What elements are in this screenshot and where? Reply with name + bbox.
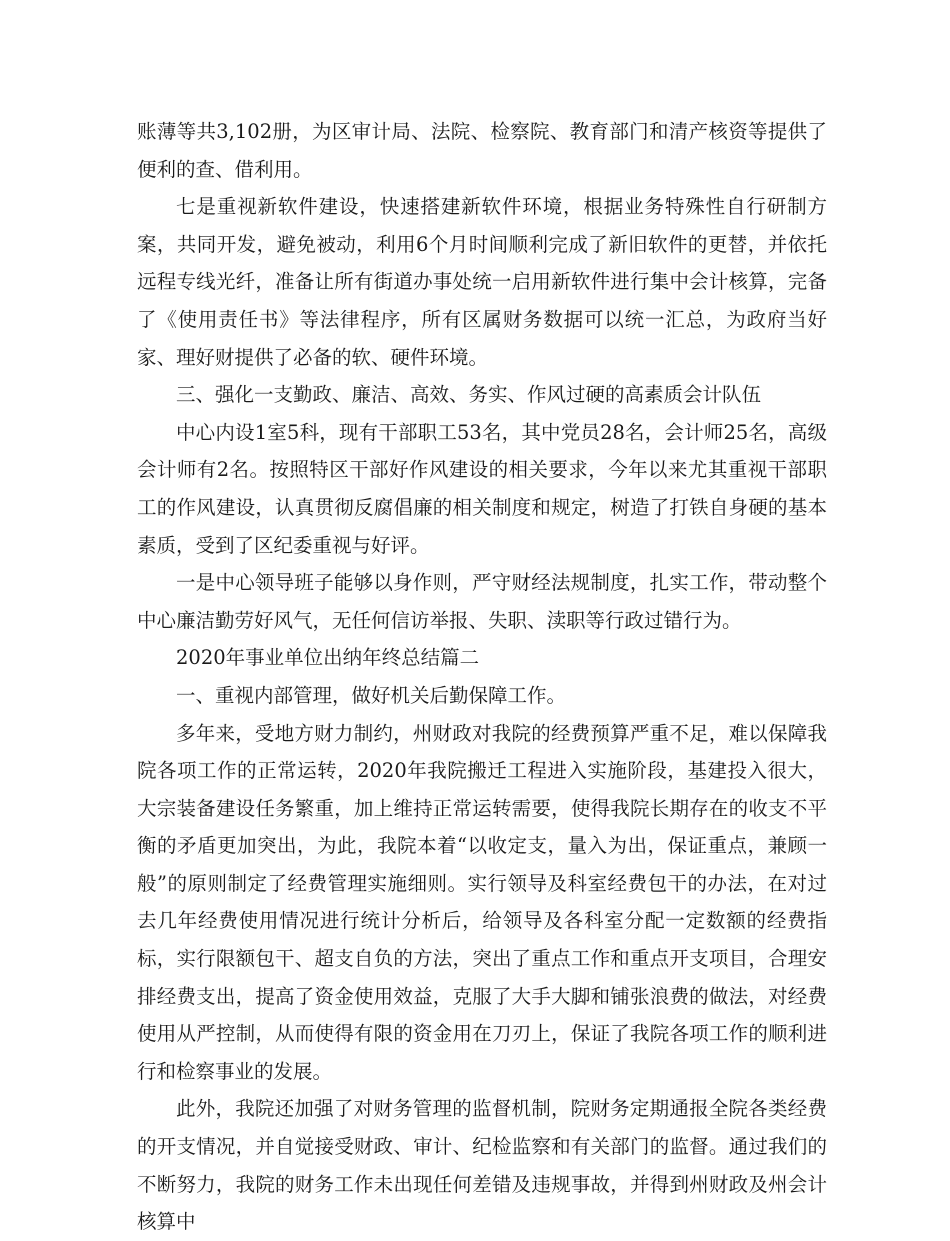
paragraph: 一是中心领导班子能够以身作则，严守财经法规制度，扎实工作，带动整个中心廉洁勤劳好风气，无任何信访举报、失职、渎职等行政过错行为。 — [137, 571, 827, 632]
paragraph: 此外，我院还加强了对财务管理的监督机制，院财务定期通报全院各类经费的开支情况，并自觉接受财政、审计、纪检监察和有关部门的监督。通过我们的不断努力，我院的财务工作未出现任何差错及违规事故，并得到州财政及州会计核算中 — [137, 1097, 827, 1234]
article-title: 2020年事业单位出纳年终总结篇二 — [176, 646, 480, 670]
paragraph: 七是重视新软件建设，快速搭建新软件环境，根据业务特殊性自行研制方案，共同开发，避免被动，利用6个月时间顺利完成了新旧软件的更替，并依托远程专线光纤，准备让所有街道办事处统一启用新软件进行集中会计核算，完备了《使用责任书》等法律程序，所有区属财务数据可以统一汇总，为政府当好家、理好财提供了必备的软、硬件环境。 — [137, 195, 827, 369]
section-heading: 一、重视内部管理，做好机关后勤保障工作。 — [176, 683, 567, 707]
document-body — [137, 113, 827, 1241]
paragraph: 中心内设1室5科，现有干部职工53名，其中党员28名，会计师25名，高级会计师有2名。按照特区干部好作风建设的相关要求，今年以来尤其重视干部职工的作风建设，认真贯彻反腐倡廉的相关制度和规定，树造了打铁自身硬的基本素质，受到了区纪委重视与好评。 — [137, 420, 827, 557]
section-heading: 三、强化一支勤政、廉洁、高效、务实、作风过硬的高素质会计队伍 — [176, 383, 762, 407]
paragraph: 账薄等共3,102册，为区审计局、法院、检察院、教育部门和清产核资等提供了便利的查、借利用。 — [137, 120, 827, 181]
paragraph: 多年来，受地方财力制约，州财政对我院的经费预算严重不足，难以保障我院各项工作的正常运转，2020年我院搬迁工程进入实施阶段，基建投入很大，大宗装备建设任务繁重，加上维持正常运转需要，使得我院长期存在的收支不平衡的矛盾更加突出，为此，我院本着“以收定支，量入为出，保证重点，兼顾一般”的原则制定了经费管理实施细则。实行领导及科室经费包干的办法，在对过去几年经费使用情况进行统计分析后，给领导及各科室分配一定数额的经费指标，实行限额包干、超支自负的方法，突出了重点工作和重点开支项目，合理安排经费支出，提高了资金使用效益，克服了大手大脚和铺张浪费的做法，对经费使用从严控制，从而使得有限的资金用在刀刃上，保证了我院各项工作的顺利进行和检察事业的发展。 — [137, 721, 827, 1083]
